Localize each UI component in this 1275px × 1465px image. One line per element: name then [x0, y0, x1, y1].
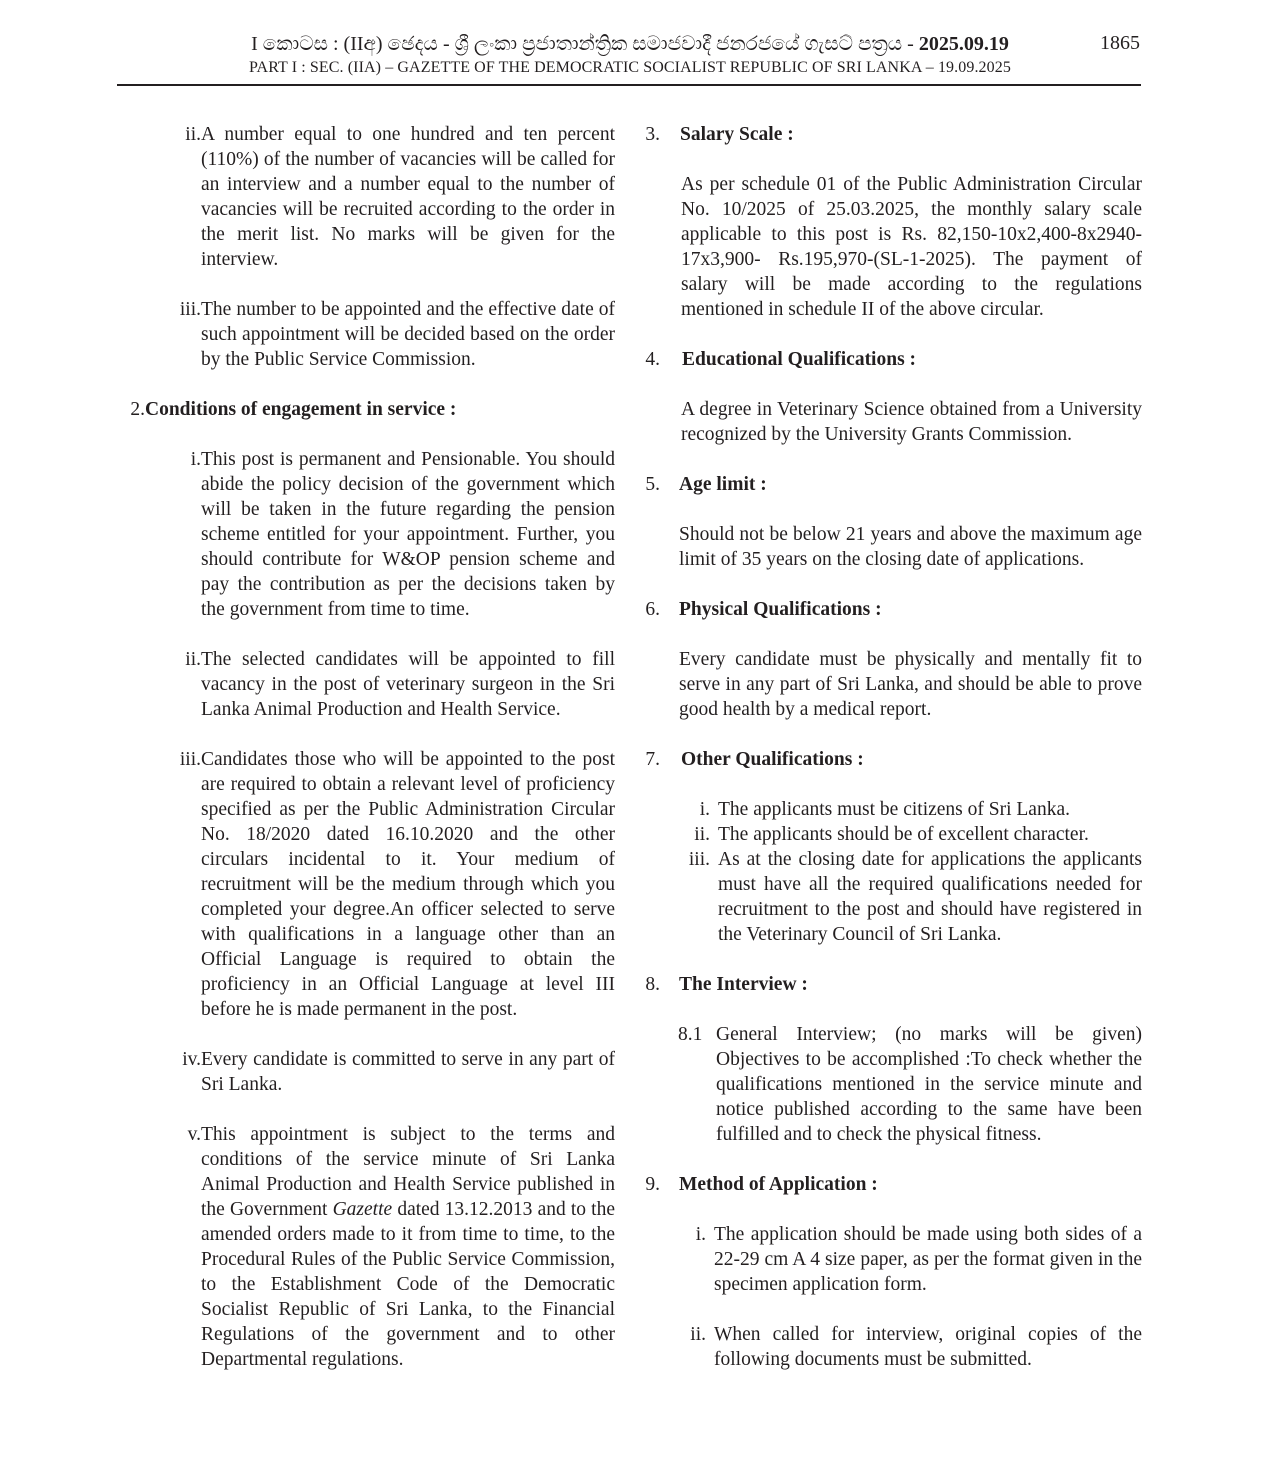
list-item — [113, 647, 615, 722]
section-heading — [113, 397, 615, 422]
item-number: i. — [695, 1224, 706, 1245]
section-title: Other Qualifications : — [681, 749, 864, 770]
item-text: The applicants must be citizens of Sri Lanka. — [718, 799, 1070, 820]
sub-section-number: 8.1 — [678, 1024, 703, 1045]
section-title: Physical Qualifications : — [679, 599, 882, 620]
section-number: 9. — [645, 1174, 660, 1195]
list-item — [113, 1122, 615, 1372]
list-item — [640, 797, 1142, 822]
gazette-header-sinhala — [0, 30, 1260, 58]
list-item — [640, 847, 1142, 947]
section-heading — [640, 472, 1142, 497]
section-number: 3. — [645, 124, 660, 145]
section-number: 8. — [645, 974, 660, 995]
sub-section — [640, 1022, 1142, 1147]
item-number: ii. — [690, 1324, 706, 1345]
sub-section-text: General Interview; (no marks will be given) Objectives to be accomplished :To check whether the qualifications mentioned in the service minute and notice published according to the same have been fulfilled and to check the physical fitness. — [716, 1024, 1142, 1145]
right-column — [640, 122, 1142, 1372]
list-item — [640, 1222, 1142, 1297]
section-text: A degree in Veterinary Science obtained from a University recognized by the University Grants Commission. — [681, 399, 1142, 445]
item-number: i. — [190, 449, 201, 470]
section-heading — [640, 1172, 1142, 1197]
item-text: Every candidate is committed to serve in any part of Sri Lanka. — [201, 1049, 615, 1095]
item-text: A number equal to one hundred and ten percent (110%) of the number of vacancies will be called for an interview and a number equal to the number of vacancies will be recruited according to the order in the merit list. No marks will be given for the interview. — [201, 124, 615, 270]
item-text: This post is permanent and Pensionable. You should abide the policy decision of the government which will be taken in the future regarding the pension scheme entitled for your appointment. Further, you should contribute for W&OP pension scheme and pay the contribution as per the decisions taken by the government from time to time. — [201, 449, 615, 620]
sinhala-date: 2025.09.19 — [918, 33, 1009, 55]
section-text: Every candidate must be physically and mentally fit to serve in any part of Sri Lanka, and should be able to prove good health by a medical report. — [679, 649, 1142, 720]
section-text: Should not be below 21 years and above the maximum age limit of 35 years on the closing date of applications. — [679, 524, 1142, 570]
section-number: 4. — [645, 349, 660, 370]
item-text: Candidates those who will be appointed to the post are required to obtain a relevant level of proficiency specified as per the Public Administration Circular No. 18/2020 dated 16.10.2020 and the other circulars incidental to it. Your medium of recruitment will be the medium through which you completed your degree.An officer selected to serve with qualifications in a language other than an Official Language is required to obtain the proficiency in an Official Language at level III before he is made permanent in the post. — [201, 749, 615, 1020]
item-number: ii. — [185, 124, 201, 145]
section-title: Salary Scale : — [680, 124, 794, 145]
list-item — [113, 297, 615, 372]
item-text-part: This appointment is subject to the terms and conditions of the service minute of Sri Lanka Animal Production and Health Service published in the Government — [201, 1124, 615, 1220]
item-number: ii. — [694, 824, 710, 845]
section-title: Conditions of engagement in service : — [145, 399, 457, 420]
page-number: 1865 — [1100, 32, 1140, 54]
item-text — [201, 1122, 615, 1372]
item-text: The applicants should be of excellent character. — [718, 824, 1089, 845]
section-heading — [640, 347, 1142, 372]
item-number: ii. — [185, 649, 201, 670]
section-title: Age limit : — [679, 474, 767, 495]
section-title: Method of Application : — [679, 1174, 878, 1195]
section-heading — [640, 597, 1142, 622]
section-heading — [640, 972, 1142, 997]
sinhala-title: I කොටස : (IIඅ) ඡෙදය - ශ්‍රී ලංකා ප්‍රජාතාන්ත්‍රික සමාජවාදී ජනරජයේ ගැසට් පත්‍රය - — [251, 33, 919, 55]
item-text: When called for interview, original copies of the following documents must be submitted. — [714, 1324, 1142, 1370]
section-number: 2. — [130, 399, 145, 420]
list-item — [640, 1322, 1142, 1372]
item-text: The selected candidates will be appointed to fill vacancy in the post of veterinary surgeon in the Sri Lanka Animal Production and Health Service. — [201, 649, 615, 720]
gazette-header-english: PART I : SEC. (IIA) – GAZETTE OF THE DEMOCRATIC SOCIALIST REPUBLIC OF SRI LANKA – 19.09.2025 — [249, 59, 1011, 76]
item-text: The number to be appointed and the effective date of such appointment will be decided based on the order by the Public Service Commission. — [201, 299, 615, 370]
header-divider — [117, 84, 1141, 86]
item-number: i. — [699, 799, 710, 820]
list-item — [113, 1047, 615, 1097]
section-title: Educational Qualifications : — [682, 349, 917, 370]
section-number: 6. — [645, 599, 660, 620]
section-heading — [640, 747, 1142, 772]
section-text: As per schedule 01 of the Public Administration Circular No. 10/2025 of 25.03.2025, the monthly salary scale applicable to this post is Rs. 82,150-10x2,400-8x2940-17x3,900- Rs.195,970-(SL-1-2025). The payment of salary will be made according to the regulations mentioned in schedule II of the above circular. — [681, 174, 1142, 320]
left-column — [113, 122, 615, 1372]
item-number: iv. — [182, 1049, 201, 1070]
section-number: 5. — [645, 474, 660, 495]
item-number: v. — [187, 1124, 201, 1145]
item-text: As at the closing date for applications the applicants must have all the required qualifications needed for recruitment to the post and should have registered in the Veterinary Council of Sri Lanka. — [718, 849, 1142, 945]
section-title: The Interview : — [679, 974, 808, 995]
list-item — [113, 447, 615, 622]
item-number: iii. — [179, 299, 201, 320]
section-heading — [640, 122, 1142, 147]
item-number: iii. — [688, 849, 710, 870]
gazette-italic: Gazette — [332, 1199, 393, 1220]
item-number: iii. — [179, 749, 201, 770]
list-item — [113, 122, 615, 272]
list-item — [640, 822, 1142, 847]
list-item — [113, 747, 615, 1022]
item-text-part: dated 13.12.2013 and to the amended orders made to it from time to time, to the Procedural Rules of the Public Service Commission, to the Establishment Code of the Democratic Socialist Republic of Sri Lanka, to the Financial Regulations of the government and to other Departmental regulations. — [201, 1199, 616, 1370]
item-text: The application should be made using both sides of a 22-29 cm A 4 size paper, as per the format given in the specimen application form. — [714, 1224, 1142, 1295]
section-number: 7. — [645, 749, 660, 770]
